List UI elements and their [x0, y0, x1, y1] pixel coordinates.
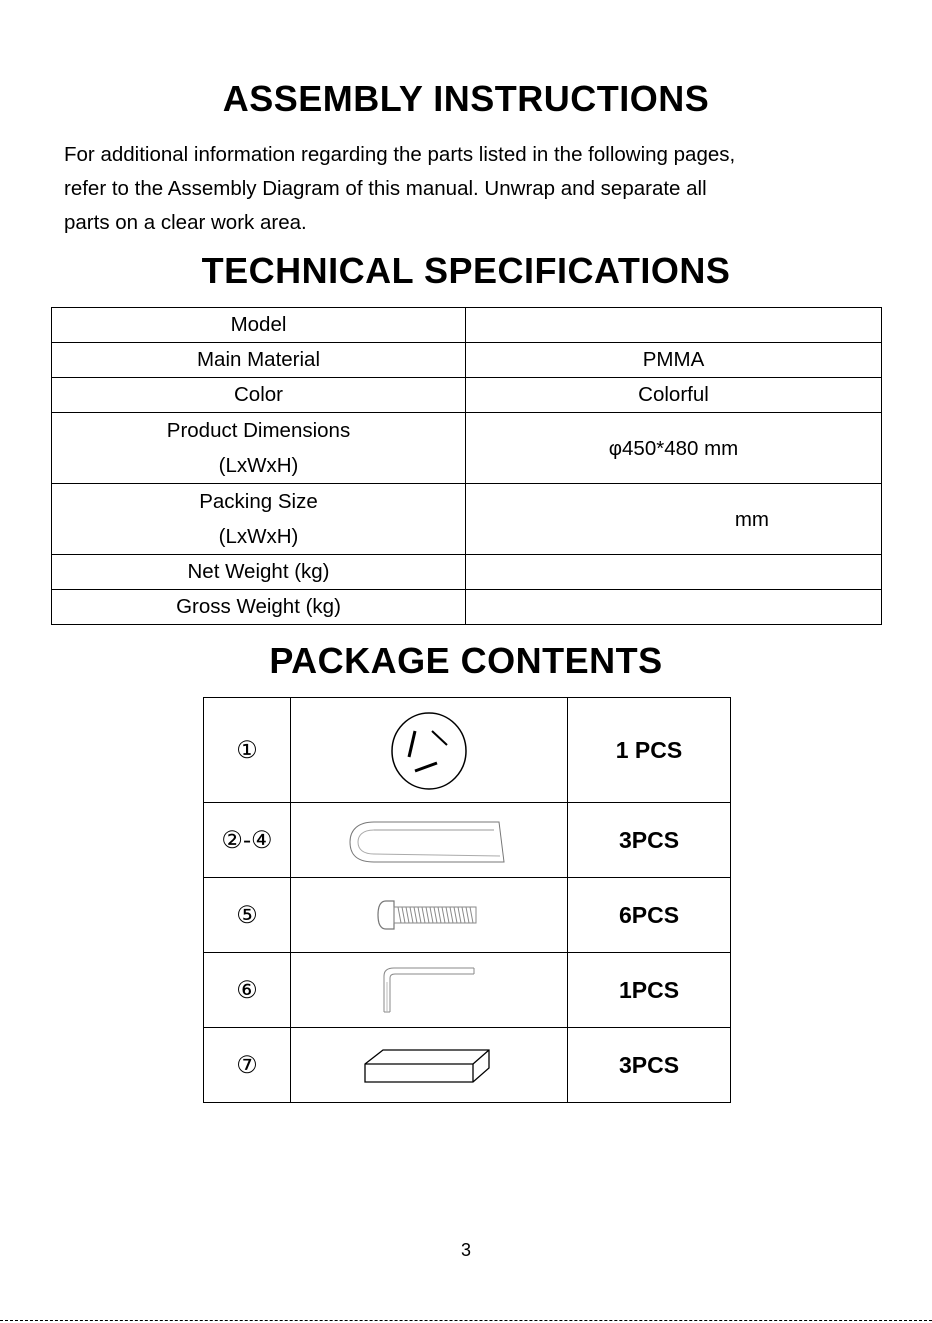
table-row [52, 343, 882, 378]
spec-value [466, 555, 882, 590]
part-picture [291, 1028, 568, 1103]
spec-label-line: Packing Size [199, 490, 318, 513]
spec-value: φ450*480 mm [466, 413, 882, 484]
table-row [52, 308, 882, 343]
page-bottom-divider [0, 1320, 932, 1321]
part-quantity: 3PCS [568, 1028, 731, 1103]
intro-line: refer to the Assembly Diagram of this manual. Unwrap and separate all [64, 177, 707, 200]
spec-value [466, 484, 882, 555]
intro-line: For additional information regarding the parts listed in the following pages, [64, 143, 736, 166]
table-row [204, 803, 731, 878]
package-table [203, 697, 731, 1103]
spec-label-line: (LxWxH) [218, 525, 299, 548]
spec-label: Gross Weight (kg) [52, 590, 466, 625]
spec-label [52, 413, 466, 484]
spec-value: PMMA [466, 343, 882, 378]
part-number: ⑦ [204, 1028, 291, 1103]
round-plate-icon [379, 705, 479, 795]
spec-value [466, 308, 882, 343]
table-row [204, 1028, 731, 1103]
table-row [52, 484, 882, 555]
table-row [52, 378, 882, 413]
part-picture [291, 698, 568, 803]
assembly-title: ASSEMBLY INSTRUCTIONS [222, 78, 710, 119]
table-row [204, 698, 731, 803]
table-row [52, 590, 882, 625]
spec-label: Main Material [52, 343, 466, 378]
table-row [52, 413, 882, 484]
part-number: ① [204, 698, 291, 803]
spec-label [52, 484, 466, 555]
specs-table [51, 307, 882, 625]
spec-label: Color [52, 378, 466, 413]
package-title: PACKAGE CONTENTS [269, 640, 663, 681]
part-quantity: 3PCS [568, 803, 731, 878]
spec-label-line: Product Dimensions [166, 419, 351, 442]
intro-line: parts on a clear work area. [64, 211, 307, 234]
part-number: ⑤ [204, 878, 291, 953]
part-number: ⑥ [204, 953, 291, 1028]
curved-panel-icon [344, 810, 514, 870]
spec-value: Colorful [466, 378, 882, 413]
block-icon [359, 1042, 499, 1088]
table-row [52, 555, 882, 590]
part-picture [291, 953, 568, 1028]
spec-label: Model [52, 308, 466, 343]
part-picture [291, 803, 568, 878]
page-number: 3 [460, 1240, 471, 1260]
spec-label-line: (LxWxH) [218, 454, 299, 477]
table-row [204, 953, 731, 1028]
part-quantity: 1 PCS [568, 698, 731, 803]
allen-key-icon [374, 962, 484, 1018]
spec-value [466, 590, 882, 625]
table-row [204, 878, 731, 953]
part-quantity: 1PCS [568, 953, 731, 1028]
intro-paragraph [64, 138, 884, 240]
specs-title: TECHNICAL SPECIFICATIONS [201, 250, 731, 291]
part-picture [291, 878, 568, 953]
spec-label: Net Weight (kg) [52, 555, 466, 590]
part-number: ②-④ [204, 803, 291, 878]
part-quantity: 6PCS [568, 878, 731, 953]
packing-size-value: mm [734, 507, 769, 531]
screw-icon [374, 893, 484, 937]
